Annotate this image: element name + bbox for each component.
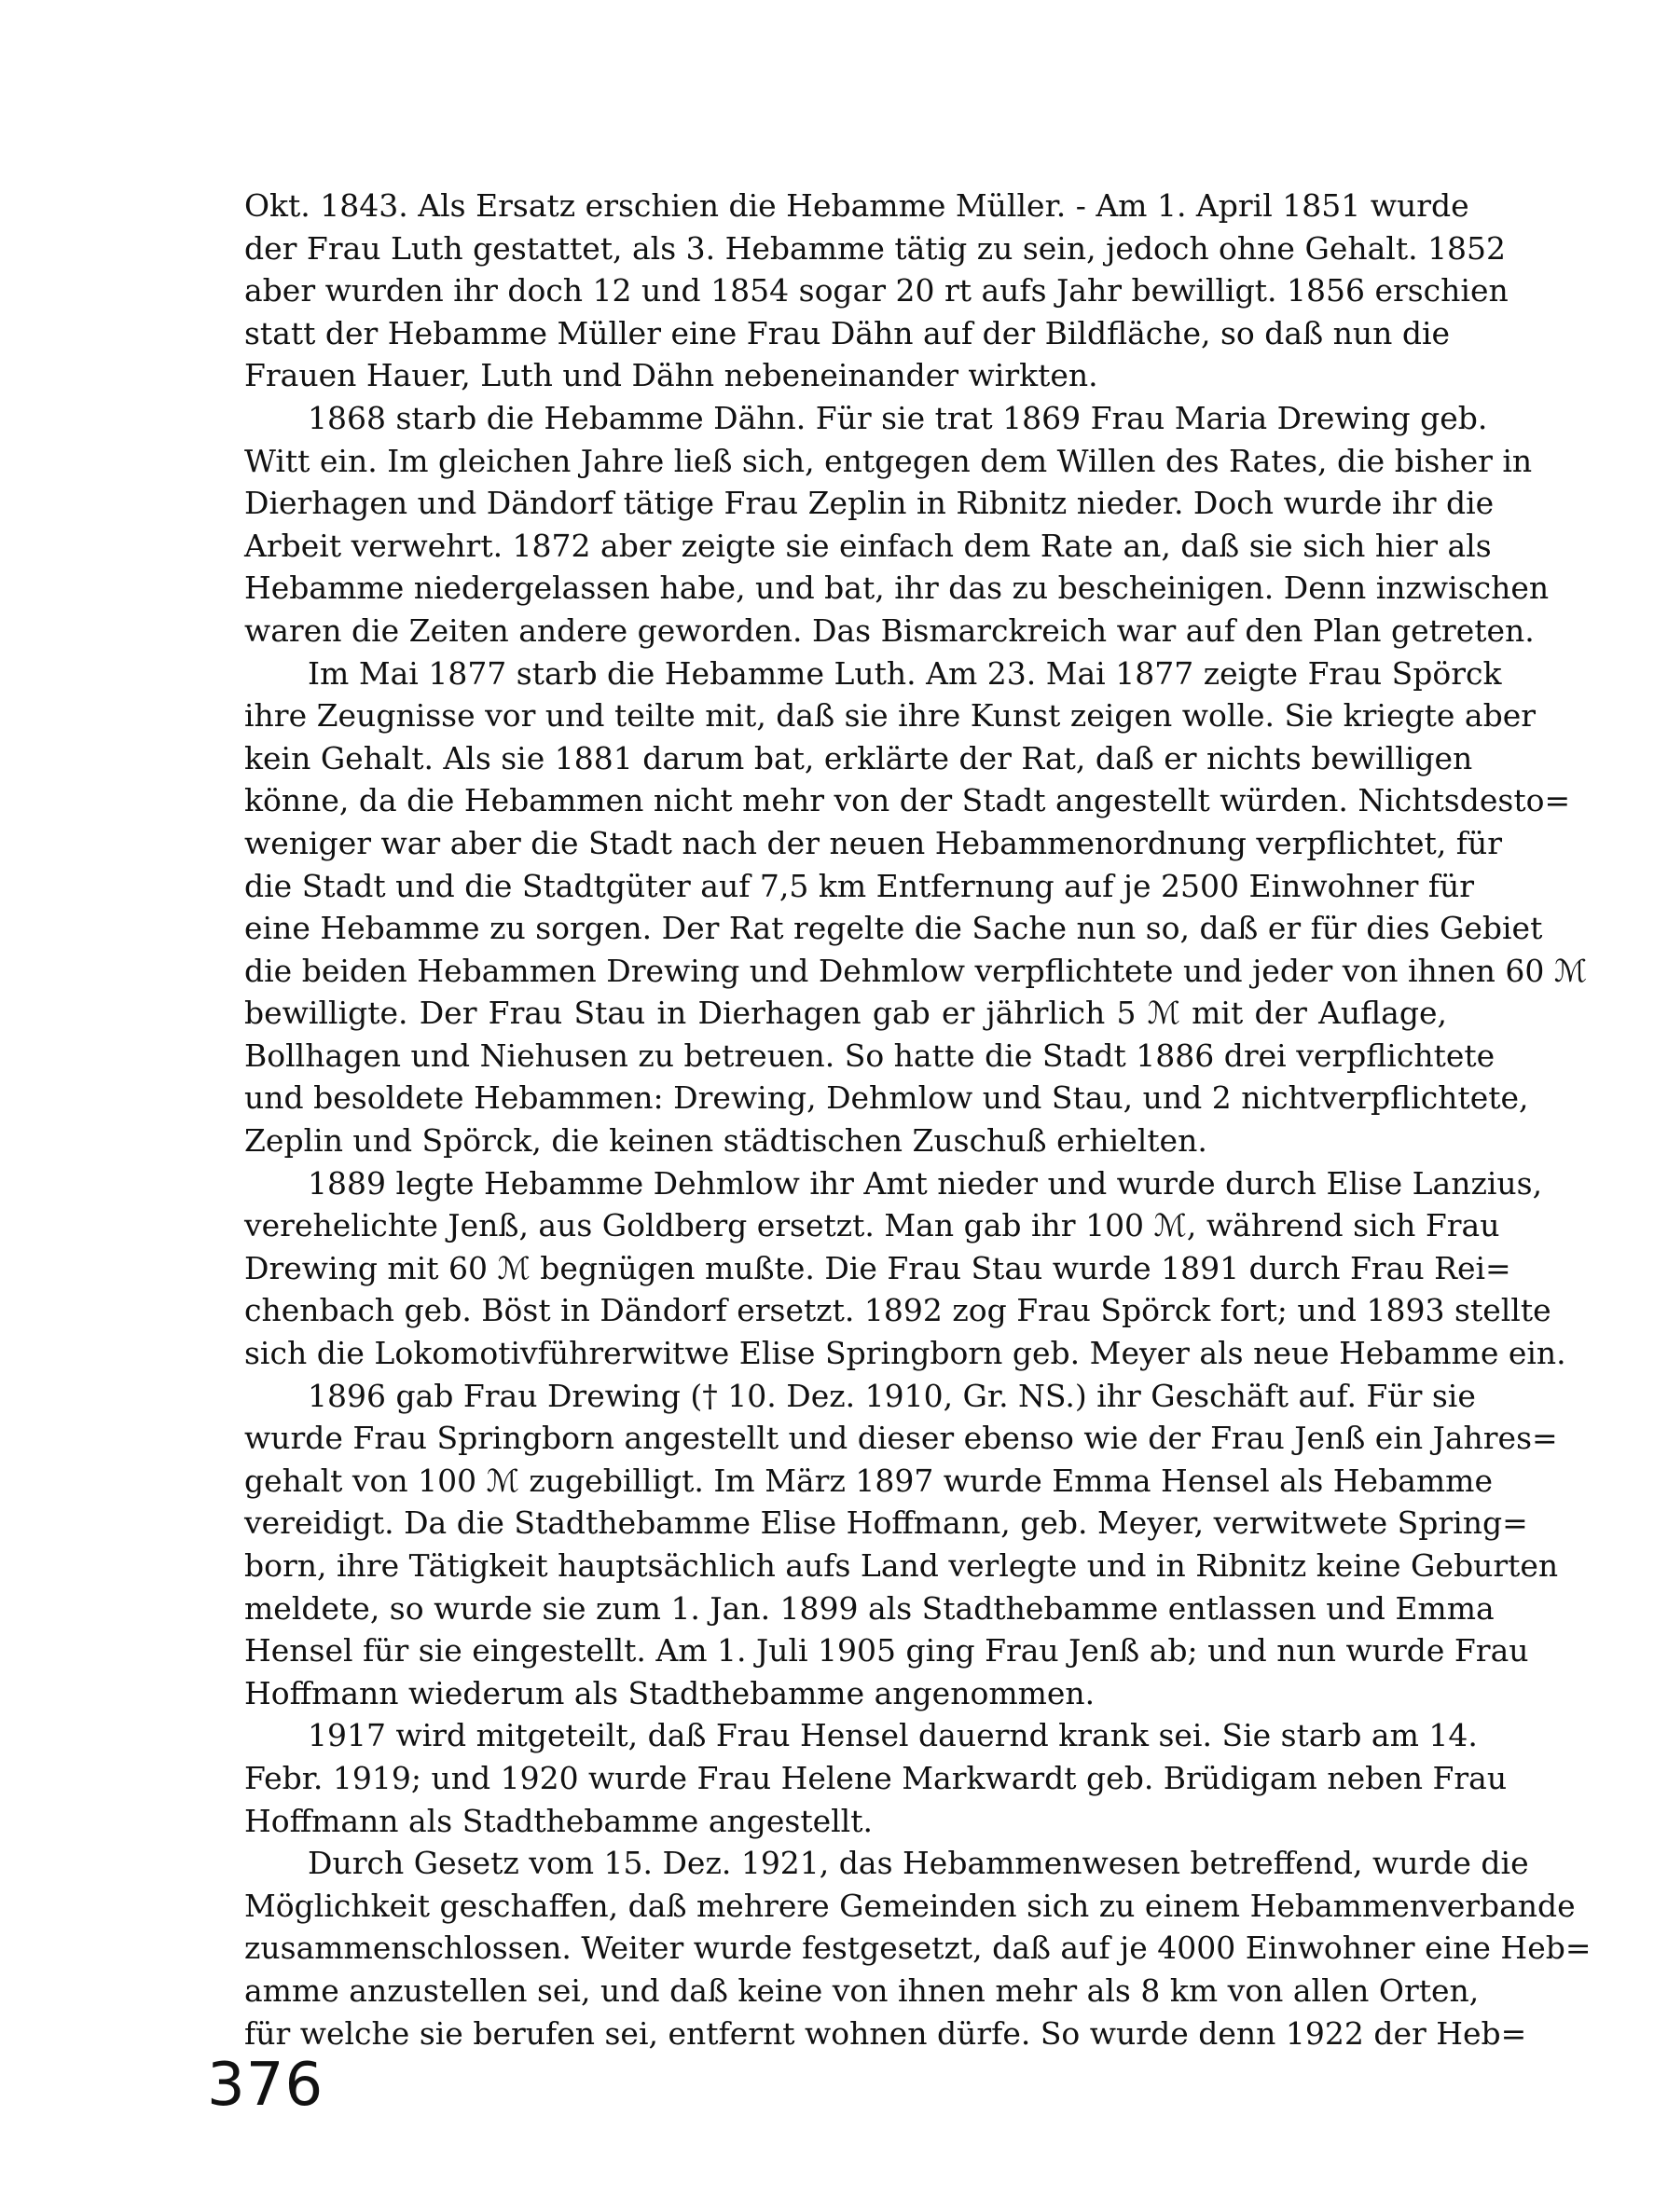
text-line: die beiden Hebammen Drewing und Dehmlow verpflichtete und jeder von ihnen 60 ℳ xyxy=(244,952,1588,989)
text-line: Hensel für sie eingestellt. Am 1. Juli 1905 ging Frau Jenß ab; und nun wurde Frau xyxy=(244,1632,1529,1669)
text-line: Dierhagen und Dändorf tätige Frau Zeplin in Ribnitz nieder. Doch wurde ihr die xyxy=(244,485,1495,522)
text-line: sich die Lokomotivführerwitwe Elise Springborn geb. Meyer als neue Hebamme ein. xyxy=(244,1335,1566,1372)
paragraph-start-line: Durch Gesetz vom 15. Dez. 1921, das Hebammenwesen betreffend, wurde die xyxy=(308,1845,1529,1882)
text-line: Hoffmann wiederum als Stadthebamme angenommen. xyxy=(244,1674,1096,1711)
text-line: kein Gehalt. Als sie 1881 darum bat, erklärte der Rat, daß er nichts bewilligen xyxy=(244,739,1473,776)
text-line: Arbeit verwehrt. 1872 aber zeigte sie einfach dem Rate an, daß sie sich hier als xyxy=(244,527,1492,564)
text-line: Okt. 1843. Als Ersatz erschien die Hebamme Müller. - Am 1. April 1851 wurde xyxy=(244,187,1469,224)
text-line: die Stadt und die Stadtgüter auf 7,5 km Entfernung auf je 2500 Einwohner für xyxy=(244,867,1475,904)
text-line: bewilligte. Der Frau Stau in Dierhagen gab er jährlich 5 ℳ mit der Auflage, xyxy=(244,995,1447,1032)
text-line: wurde Frau Springborn angestellt und dieser ebenso wie der Frau Jenß ein Jahres= xyxy=(244,1420,1558,1457)
text-line: Drewing mit 60 ℳ begnügen mußte. Die Frau Stau wurde 1891 durch Frau Rei= xyxy=(244,1249,1511,1286)
paragraph-start-line: Im Mai 1877 starb die Hebamme Luth. Am 23. Mai 1877 zeigte Frau Spörck xyxy=(308,654,1502,692)
text-line: Hebamme niedergelassen habe, und bat, ihr das zu bescheinigen. Denn inzwischen xyxy=(244,570,1550,607)
paragraph-start-line: 1889 legte Hebamme Dehmlow ihr Amt nieder und wurde durch Elise Lanzius, xyxy=(308,1164,1543,1202)
text-line: verehelichte Jenß, aus Goldberg ersetzt. Man gab ihr 100 ℳ, während sich Frau xyxy=(244,1207,1500,1244)
paragraph-start-line: 1896 gab Frau Drewing († 10. Dez. 1910, Gr. NS.) ihr Geschäft auf. Für sie xyxy=(308,1377,1476,1414)
text-line: Bollhagen und Niehusen zu betreuen. So hatte die Stadt 1886 drei verpflichtete xyxy=(244,1037,1495,1074)
text-line: ihre Zeugnisse vor und teilte mit, daß sie ihre Kunst zeigen wolle. Sie kriegte aber xyxy=(244,697,1537,735)
paragraph-start-line: 1868 starb die Hebamme Dähn. Für sie trat 1869 Frau Maria Drewing geb. xyxy=(308,399,1488,436)
text-line: zusammenschlossen. Weiter wurde festgesetzt, daß auf je 4000 Einwohner eine Heb= xyxy=(244,1930,1592,1967)
text-line: weniger war aber die Stadt nach der neuen Hebammenordnung verpflichtet, für xyxy=(244,824,1503,861)
text-line: meldete, so wurde sie zum 1. Jan. 1899 als Stadthebamme entlassen und Emma xyxy=(244,1589,1495,1627)
text-line: Zeplin und Spörck, die keinen städtischen Zuschuß erhielten. xyxy=(244,1122,1207,1160)
text-line: könne, da die Hebammen nicht mehr von der Stadt angestellt würden. Nichtsdesto= xyxy=(244,782,1571,819)
text-line: Witt ein. Im gleichen Jahre ließ sich, entgegen dem Willen des Rates, die bisher in xyxy=(244,442,1533,479)
text-line: Hoffmann als Stadthebamme angestellt. xyxy=(244,1802,873,1839)
text-line: vereidigt. Da die Stadthebamme Elise Hoffmann, geb. Meyer, verwitwete Spring= xyxy=(244,1504,1528,1542)
text-line: und besoldete Hebammen: Drewing, Dehmlow und Stau, und 2 nichtverpflichtete, xyxy=(244,1079,1529,1117)
text-line: aber wurden ihr doch 12 und 1854 sogar 20 rt aufs Jahr bewilligt. 1856 erschien xyxy=(244,272,1509,309)
text-line: eine Hebamme zu sorgen. Der Rat regelte die Sache nun so, daß er für dies Gebiet xyxy=(244,910,1543,947)
text-line: chenbach geb. Böst in Dändorf ersetzt. 1892 zog Frau Spörck fort; und 1893 stellte xyxy=(244,1292,1551,1329)
text-line: gehalt von 100 ℳ zugebilligt. Im März 1897 wurde Emma Hensel als Hebamme xyxy=(244,1462,1493,1499)
text-line: Febr. 1919; und 1920 wurde Frau Helene Markwardt geb. Brüdigam neben Frau xyxy=(244,1759,1508,1796)
paragraph-start-line: 1917 wird mitgeteilt, daß Frau Hensel dauernd krank sei. Sie starb am 14. xyxy=(308,1717,1478,1754)
text-line: born, ihre Tätigkeit hauptsächlich aufs Land verlegte und in Ribnitz keine Geburten xyxy=(244,1547,1559,1584)
text-line: für welche sie berufen sei, entfernt wohnen dürfe. So wurde denn 1922 der Heb= xyxy=(244,2014,1527,2052)
text-line: statt der Hebamme Müller eine Frau Dähn auf der Bildfläche, so daß nun die xyxy=(244,314,1451,351)
page-number: 376 xyxy=(207,2051,324,2120)
body-text xyxy=(244,185,1592,2054)
text-line: amme anzustellen sei, und daß keine von ihnen mehr als 8 km von allen Orten, xyxy=(244,1972,1480,2009)
text-line: der Frau Luth gestattet, als 3. Hebamme tätig zu sein, jedoch ohne Gehalt. 1852 xyxy=(244,229,1507,267)
text-line: waren die Zeiten andere geworden. Das Bismarckreich war auf den Plan getreten. xyxy=(244,611,1535,649)
text-line: Frauen Hauer, Luth und Dähn nebeneinander wirkten. xyxy=(244,357,1098,394)
text-line: Möglichkeit geschaffen, daß mehrere Gemeinden sich zu einem Hebammenverbande xyxy=(244,1887,1576,1924)
